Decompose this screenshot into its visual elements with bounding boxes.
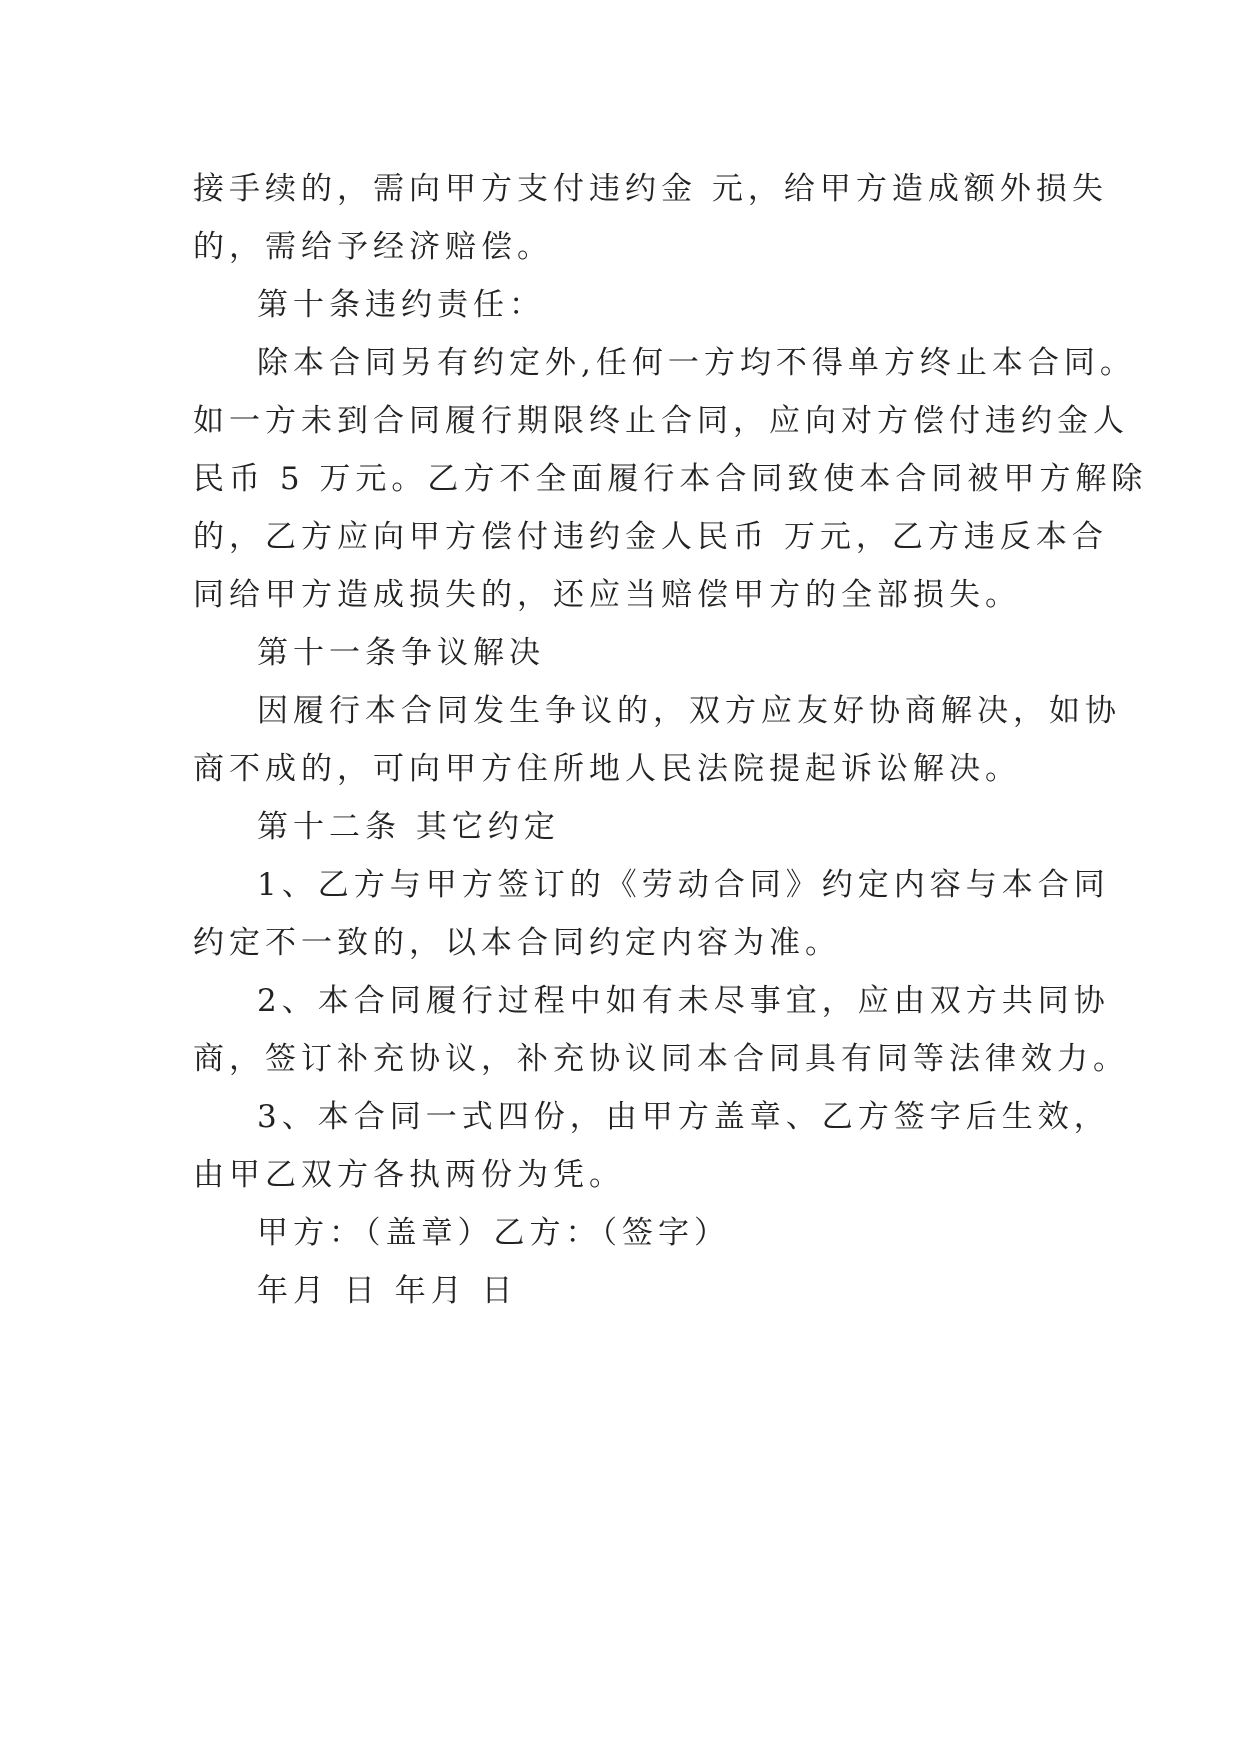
- signature-dates: 年月 日 年月 日: [257, 1273, 518, 1309]
- text-line-2: 的，需给予经济赔偿。: [193, 229, 553, 265]
- text-line-5: 如一方未到合同履行期限终止合同，应向对方偿付违约金人: [193, 403, 1129, 439]
- article-10-heading: 第十条违约责任：: [257, 287, 545, 323]
- clause-3-line-1: 3、本合同一式四份，由甲方盖章、乙方签字后生效，: [257, 1099, 1110, 1135]
- clause-3-line-2: 由甲乙双方各执两份为凭。: [193, 1157, 625, 1193]
- text-line-10: 因履行本合同发生争议的，双方应友好协商解决，如协: [257, 693, 1121, 729]
- text-line-1: 接手续的，需向甲方支付违约金 元，给甲方造成额外损失: [193, 171, 1108, 207]
- signature-parties: 甲方：（盖章）乙方：（签字）: [257, 1215, 730, 1251]
- clause-1-line-1: 1、乙方与甲方签订的《劳动合同》约定内容与本合同: [257, 867, 1110, 903]
- clause-2-line-2: 商，签订补充协议，补充协议同本合同具有同等法律效力。: [193, 1041, 1129, 1077]
- text-line-11: 商不成的，可向甲方住所地人民法院提起诉讼解决。: [193, 751, 1021, 787]
- text-line-7: 的，乙方应向甲方偿付违约金人民币 万元，乙方违反本合: [193, 519, 1108, 555]
- document-body: [193, 160, 1148, 1320]
- clause-1-line-2: 约定不一致的，以本合同约定内容为准。: [193, 925, 841, 961]
- text-line-8: 同给甲方造成损失的，还应当赔偿甲方的全部损失。: [193, 577, 1021, 613]
- text-line-6: 民币 5 万元。乙方不全面履行本合同致使本合同被甲方解除: [193, 461, 1148, 497]
- article-12-heading: 第十二条 其它约定: [257, 809, 560, 845]
- article-11-heading: 第十一条争议解决: [257, 635, 545, 671]
- text-line-4: 除本合同另有约定外,任何一方均不得单方终止本合同。: [257, 345, 1136, 381]
- clause-2-line-1: 2、本合同履行过程中如有未尽事宜，应由双方共同协: [257, 983, 1110, 1019]
